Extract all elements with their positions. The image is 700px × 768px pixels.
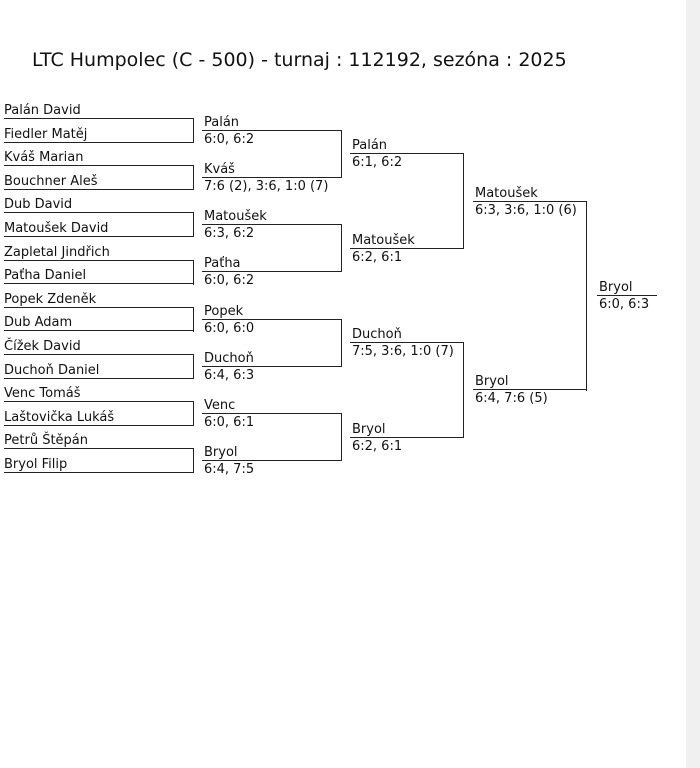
page-title: LTC Humpolec (C - 500) - turnaj : 112192, sezóna : 2025: [32, 49, 567, 71]
page-edge: [686, 0, 700, 768]
bracket-connector: [586, 201, 587, 391]
bracket-connector: [463, 342, 464, 437]
player-name: Fiedler Matěj: [4, 127, 88, 142]
match-score: 6:4, 6:3: [204, 368, 255, 383]
bracket-connector: [193, 212, 194, 237]
match-score: 7:5, 3:6, 1:0 (7): [352, 344, 454, 359]
bracket-line-r1: [4, 330, 194, 331]
match-score: 6:2, 6:1: [352, 439, 403, 454]
player-name: Petrů Štěpán: [4, 433, 88, 448]
bracket-line-r2: [202, 177, 342, 178]
winner-name: Duchoň: [352, 327, 402, 342]
bracket-connector: [193, 307, 194, 332]
winner-name: Palán: [204, 115, 240, 130]
bracket-connector: [193, 354, 194, 379]
player-name: Kváš Marian: [4, 150, 84, 165]
winner-name: Palán: [352, 138, 388, 153]
bracket-line-r2: [202, 271, 342, 272]
player-name: Matoušek David: [4, 221, 109, 236]
match-score: 6:1, 6:2: [352, 155, 403, 170]
match-score: 6:4, 7:6 (5): [475, 391, 548, 406]
match-score: 6:0, 6:2: [204, 273, 255, 288]
bracket-connector: [193, 448, 194, 473]
bracket-line-r1: [4, 448, 194, 449]
bracket-line-r2: [202, 130, 342, 131]
bracket-line-r4: [473, 389, 587, 390]
winner-name: Bryol: [352, 422, 386, 437]
bracket-line-r3: [350, 153, 464, 154]
bracket-line-r2: [202, 366, 342, 367]
winner-name: Popek: [204, 304, 244, 319]
winner-name: Paťha: [204, 256, 241, 271]
bracket-connector: [193, 118, 194, 143]
bracket-connector: [463, 153, 464, 248]
match-score: 6:0, 6:2: [204, 132, 255, 147]
bracket-line-r2: [202, 460, 342, 461]
bracket-line-r4: [473, 201, 587, 202]
winner-name: Venc: [204, 398, 236, 413]
bracket-connector: [341, 130, 342, 178]
match-score: 6:4, 7:5: [204, 462, 255, 477]
bracket-connector: [341, 413, 342, 461]
bracket-line-r2: [202, 413, 342, 414]
bracket-connector: [193, 260, 194, 285]
winner-name: Duchoň: [204, 351, 254, 366]
bracket-connector: [193, 401, 194, 426]
bracket-connector: [341, 224, 342, 272]
player-name: Dub David: [4, 197, 73, 212]
bracket-line-r1: [4, 165, 194, 166]
final-score: 6:0, 6:3: [599, 297, 650, 312]
bracket-connector: [341, 319, 342, 367]
bracket-line-r1: [4, 283, 194, 284]
bracket-line-r2: [202, 224, 342, 225]
bracket-line-r3: [350, 342, 464, 343]
winner-name: Bryol: [204, 445, 238, 460]
player-name: Duchoň Daniel: [4, 363, 100, 378]
player-name: Čížek David: [4, 339, 81, 354]
player-name: Venc Tomáš: [4, 386, 81, 401]
bracket-line-r3: [350, 248, 464, 249]
bracket-line-r1: [4, 260, 194, 261]
bracket-line-r1: [4, 142, 194, 143]
player-name: Paťha Daniel: [4, 268, 87, 283]
bracket-line-r1: [4, 472, 194, 473]
match-score: 6:2, 6:1: [352, 250, 403, 265]
winner-name: Kváš: [204, 162, 235, 177]
bracket-line-r1: [4, 212, 194, 213]
player-name: Dub Adam: [4, 315, 73, 330]
bracket-line-r3: [350, 437, 464, 438]
player-name: Bryol Filip: [4, 457, 68, 472]
champion-name: Bryol: [599, 280, 633, 295]
winner-name: Bryol: [475, 374, 509, 389]
match-score: 6:0, 6:0: [204, 321, 255, 336]
match-score: 6:3, 3:6, 1:0 (6): [475, 203, 577, 218]
bracket-line-r2: [202, 319, 342, 320]
player-name: Palán David: [4, 103, 81, 118]
match-score: 6:0, 6:1: [204, 415, 255, 430]
player-name: Bouchner Aleš: [4, 174, 98, 189]
bracket-line-r1: [4, 378, 194, 379]
bracket-line-r1: [4, 189, 194, 190]
bracket-line-r1: [4, 401, 194, 402]
bracket-connector: [193, 165, 194, 190]
bracket-line-r5: [597, 295, 657, 296]
player-name: Popek Zdeněk: [4, 292, 97, 307]
bracket-line-r1: [4, 236, 194, 237]
match-score: 7:6 (2), 3:6, 1:0 (7): [204, 179, 329, 194]
winner-name: Matoušek: [352, 233, 415, 248]
player-name: Zapletal Jindřich: [4, 245, 110, 260]
player-name: Laštovička Lukáš: [4, 410, 115, 425]
match-score: 6:3, 6:2: [204, 226, 255, 241]
bracket-line-r1: [4, 354, 194, 355]
winner-name: Matoušek: [475, 186, 538, 201]
bracket-line-r1: [4, 425, 194, 426]
bracket-line-r1: [4, 118, 194, 119]
bracket-line-r1: [4, 307, 194, 308]
winner-name: Matoušek: [204, 209, 267, 224]
